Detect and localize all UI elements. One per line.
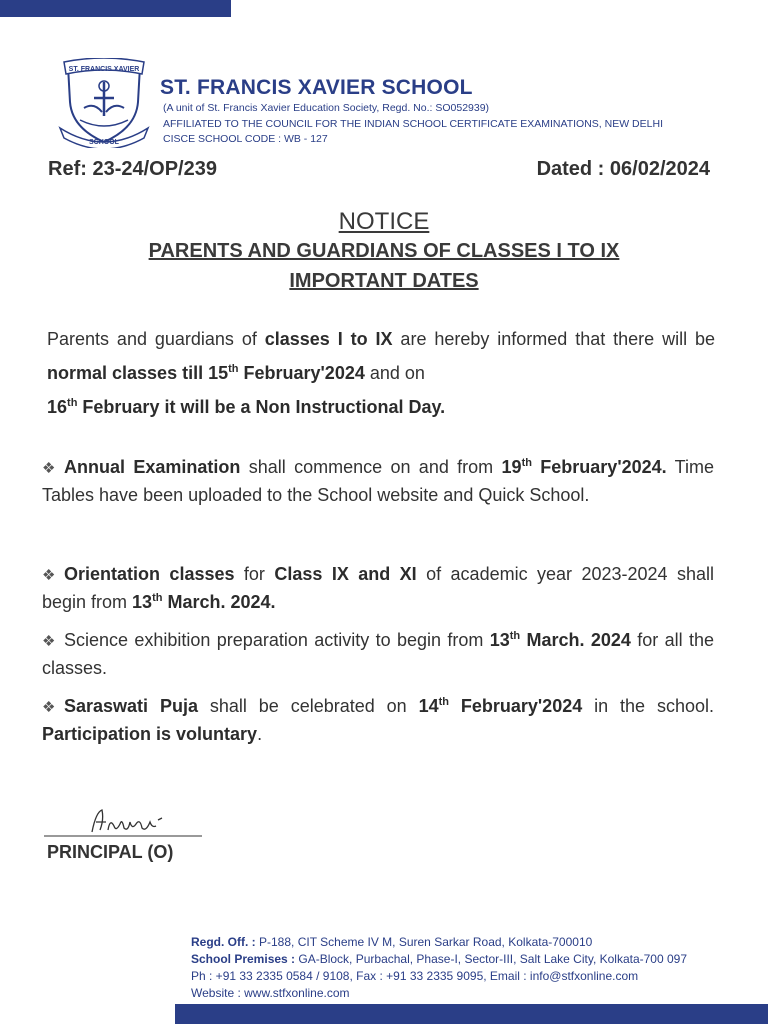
society-line: (A unit of St. Francis Xavier Education Society, Regd. No.: SO052939) (163, 102, 490, 114)
notice-subtitle-2: IMPORTANT DATES (289, 270, 479, 292)
school-crest-logo (58, 58, 150, 148)
principal-signature (44, 806, 204, 840)
footer-contact: Ph : +91 33 2335 0584 / 9108, Fax : +91 33 2335 9095, Email : info@stfxonline.com (191, 969, 639, 983)
top-color-bar (0, 0, 231, 17)
list-item-annual-exam: ❖ Annual Examination shall commence on and from 19th February'2024. Time Tables have been uploaded to the School website and Quick School. (42, 457, 715, 505)
school-name: ST. FRANCIS XAVIER SCHOOL (160, 76, 473, 99)
footer-website: Website : www.stfxonline.com (191, 986, 350, 1000)
affiliation-line: AFFILIATED TO THE COUNCIL FOR THE INDIAN SCHOOL CERTIFICATE EXAMINATIONS, NEW DELHI (163, 118, 663, 130)
notice-date: Dated : 06/02/2024 (536, 158, 710, 180)
list-item-orientation: ❖ Orientation classes for Class IX and XI of academic year 2023-2024 shall begin from 13th March. 2024. (42, 564, 714, 612)
bullet-icon: ❖ (42, 567, 56, 584)
bottom-color-bar (175, 1004, 768, 1024)
notice-subtitle: PARENTS AND GUARDIANS OF CLASSES I TO IX (148, 240, 620, 262)
list-item-science-exhibition: ❖ Science exhibition preparation activity to begin from 13th March. 2024 for all the classes. (42, 630, 715, 678)
list-item-saraswati-puja: ❖ Saraswati Puja shall be celebrated on 14th February'2024 in the school. Participation is voluntary. (42, 696, 714, 744)
notice-title: NOTICE (338, 208, 430, 235)
reference-number: Ref: 23-24/OP/239 (48, 158, 217, 180)
signatory-title: PRINCIPAL (O) (47, 842, 174, 862)
footer-school-premises: School Premises : GA-Block, Purbachal, Phase-I, Sector-III, Salt Lake City, Kolkata-700 097 (191, 952, 688, 966)
svg-text:ST. FRANCIS XAVIER: ST. FRANCIS XAVIER (68, 66, 140, 73)
bullet-icon: ❖ (42, 460, 56, 477)
intro-paragraph: Parents and guardians of classes I to IX are hereby informed that there will be normal classes till 15th February'2024 and on 16th February it will be a Non Instructional Day. (47, 329, 715, 417)
svg-text:SCHOOL: SCHOOL (89, 139, 119, 146)
footer-registered-office: Regd. Off. : P-188, CIT Scheme IV M, Suren Sarkar Road, Kolkata-700010 (191, 935, 593, 949)
school-code-line: CISCE SCHOOL CODE : WB - 127 (163, 133, 328, 145)
bullet-icon: ❖ (42, 633, 56, 650)
bullet-icon: ❖ (42, 699, 56, 716)
